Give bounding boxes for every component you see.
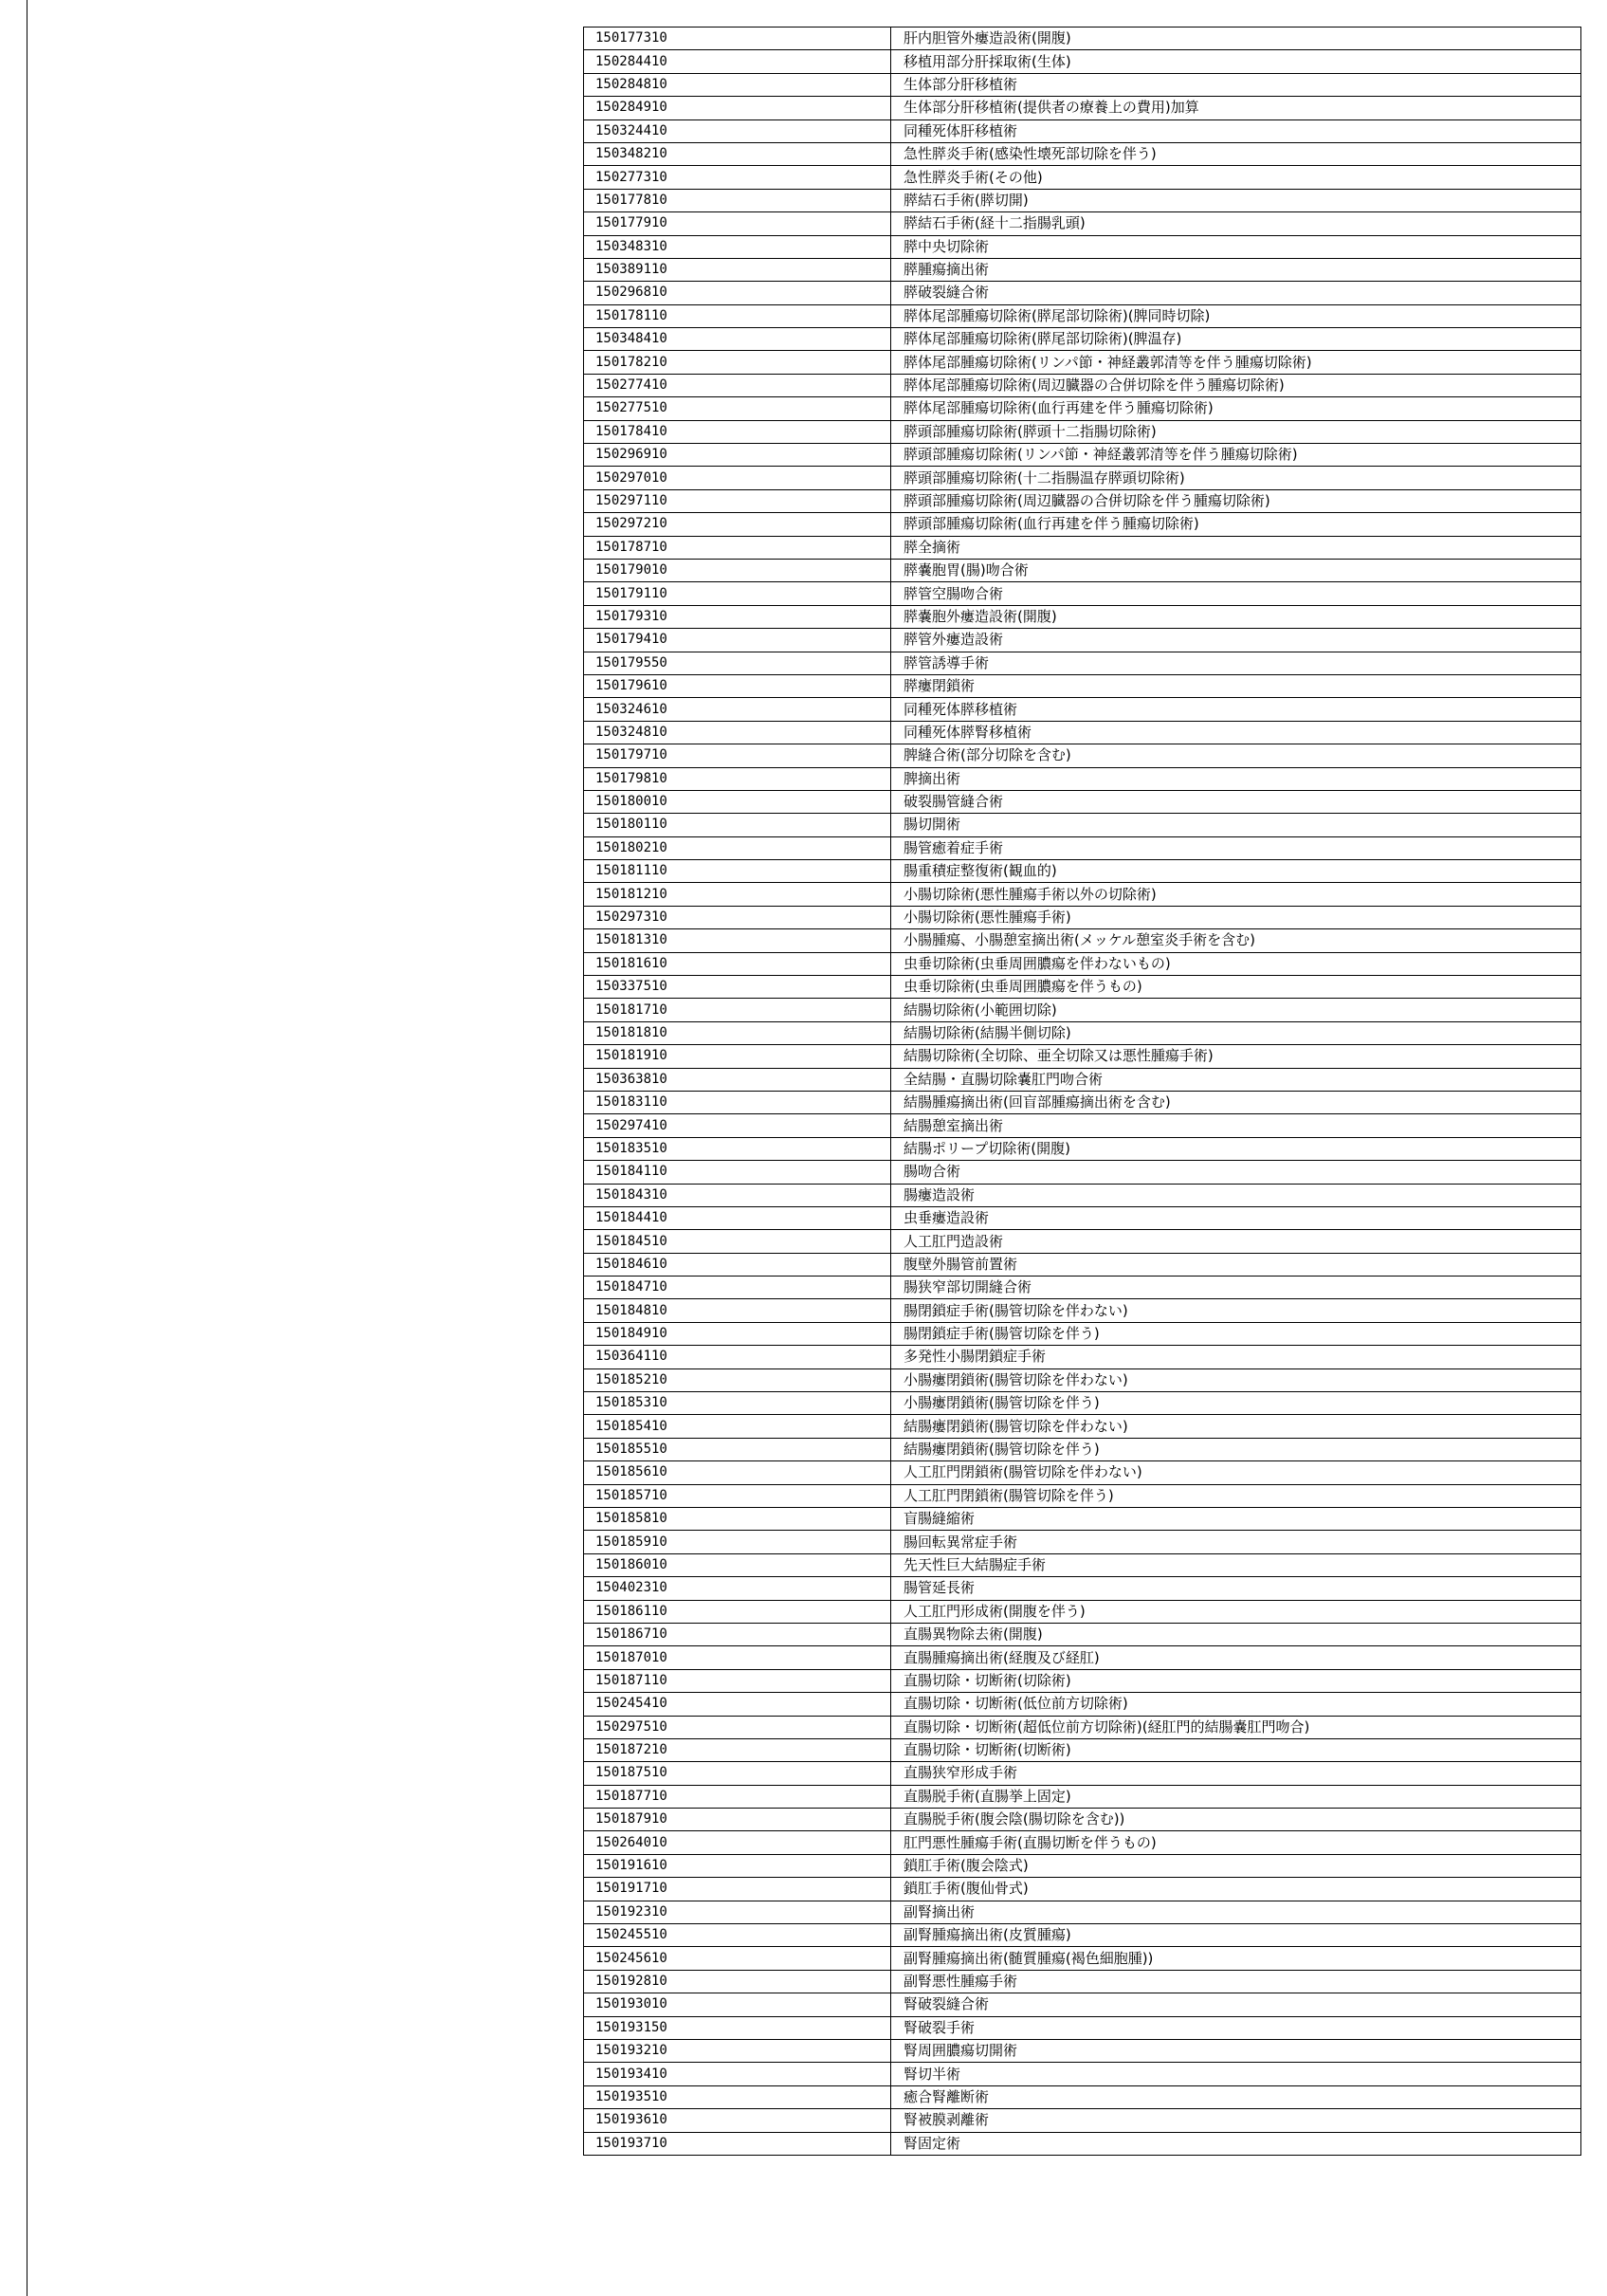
procedure-code-cell: 150179010 (584, 559, 891, 581)
procedure-code-cell: 150187910 (584, 1809, 891, 1831)
procedure-name-cell: 全結腸・直腸切除嚢肛門吻合術 (891, 1068, 1581, 1091)
table-row (584, 420, 1581, 443)
procedure-code-cell: 150178210 (584, 351, 891, 374)
procedure-code-cell: 150184710 (584, 1277, 891, 1299)
procedure-code-cell: 150187710 (584, 1785, 891, 1808)
table-row (584, 1623, 1581, 1645)
procedure-name-cell: 腸管延長術 (891, 1577, 1581, 1600)
procedure-name-cell: 同種死体肝移植術 (891, 119, 1581, 142)
procedure-code-cell: 150186710 (584, 1623, 891, 1645)
table-row (584, 1091, 1581, 1113)
table-row (584, 1415, 1581, 1438)
table-row (584, 1045, 1581, 1068)
table-row (584, 235, 1581, 258)
procedure-name-cell: 膵管誘導手術 (891, 652, 1581, 674)
procedure-name-cell: 腸閉鎖症手術(腸管切除を伴わない) (891, 1299, 1581, 1322)
procedure-name-cell: 生体部分肝移植術 (891, 73, 1581, 96)
procedure-name-cell: 腎周囲膿瘍切開術 (891, 2039, 1581, 2062)
procedure-code-cell: 150245510 (584, 1924, 891, 1947)
table-row (584, 2039, 1581, 2062)
table-row (584, 1854, 1581, 1877)
procedure-code-cell: 150324810 (584, 721, 891, 744)
table-row (584, 674, 1581, 697)
procedure-name-cell: 破裂腸管縫合術 (891, 790, 1581, 813)
procedure-code-cell: 150184910 (584, 1322, 891, 1345)
procedure-code-cell: 150185910 (584, 1531, 891, 1553)
table-row (584, 2063, 1581, 2085)
table-row (584, 605, 1581, 628)
procedure-code-cell: 150193510 (584, 2085, 891, 2108)
table-row (584, 698, 1581, 721)
table-row (584, 883, 1581, 906)
procedure-code-cell: 150184410 (584, 1206, 891, 1229)
procedure-code-cell: 150191710 (584, 1878, 891, 1901)
procedure-code-cell: 150184610 (584, 1253, 891, 1276)
procedure-name-cell: 膵管外瘻造設術 (891, 629, 1581, 652)
procedure-code-cell: 150185510 (584, 1438, 891, 1460)
table-row (584, 489, 1581, 512)
procedure-code-cell: 150183110 (584, 1091, 891, 1113)
procedure-code-cell: 150297310 (584, 906, 891, 928)
procedure-name-cell: 小腸切除術(悪性腫瘍手術) (891, 906, 1581, 928)
table-row (584, 142, 1581, 165)
procedure-code-cell: 150284910 (584, 97, 891, 119)
table-row (584, 189, 1581, 211)
procedure-name-cell: 膵頭部腫瘍切除術(周辺臓器の合併切除を伴う腫瘍切除術) (891, 489, 1581, 512)
procedure-name-cell: 膵体尾部腫瘍切除術(周辺臓器の合併切除を伴う腫瘍切除術) (891, 374, 1581, 396)
table-row (584, 1831, 1581, 1854)
table-row (584, 1924, 1581, 1947)
table-row (584, 1878, 1581, 1901)
procedure-code-cell: 150324410 (584, 119, 891, 142)
procedure-code-cell: 150297510 (584, 1716, 891, 1738)
table-row (584, 629, 1581, 652)
procedure-name-cell: 小腸切除術(悪性腫瘍手術以外の切除術) (891, 883, 1581, 906)
table-row (584, 1277, 1581, 1299)
procedure-code-cell: 150277410 (584, 374, 891, 396)
procedure-name-cell: 結腸瘻閉鎖術(腸管切除を伴う) (891, 1438, 1581, 1460)
table-row (584, 952, 1581, 975)
table-row (584, 559, 1581, 581)
procedure-code-cell: 150324610 (584, 698, 891, 721)
table-row (584, 1693, 1581, 1716)
procedure-code-cell: 150186010 (584, 1553, 891, 1576)
procedure-name-cell: 小腸瘻閉鎖術(腸管切除を伴う) (891, 1392, 1581, 1415)
procedure-name-cell: 人工肛門閉鎖術(腸管切除を伴う) (891, 1484, 1581, 1507)
table-row (584, 73, 1581, 96)
table-row (584, 1947, 1581, 1970)
procedure-name-cell: 直腸切除・切断術(切除術) (891, 1669, 1581, 1692)
procedure-code-cell: 150186110 (584, 1600, 891, 1623)
procedure-name-cell: 膵体尾部腫瘍切除術(リンパ節・神経叢郭清等を伴う腫瘍切除術) (891, 351, 1581, 374)
table-row (584, 1716, 1581, 1738)
table-row (584, 1809, 1581, 1831)
procedure-code-cell: 150187010 (584, 1646, 891, 1669)
procedure-name-cell: 腸吻合術 (891, 1161, 1581, 1184)
table-row (584, 999, 1581, 1021)
table-row (584, 1785, 1581, 1808)
table-row (584, 1161, 1581, 1184)
procedure-code-cell: 150187210 (584, 1738, 891, 1761)
table-row (584, 1438, 1581, 1460)
table-row (584, 860, 1581, 883)
procedure-name-cell: 同種死体膵腎移植術 (891, 721, 1581, 744)
procedure-code-cell: 150178410 (584, 420, 891, 443)
procedure-name-cell: 膵体尾部腫瘍切除術(膵尾部切除術)(脾温存) (891, 328, 1581, 351)
table-row (584, 2109, 1581, 2132)
procedure-name-cell: 急性膵炎手術(その他) (891, 166, 1581, 189)
procedure-name-cell: 小腸瘻閉鎖術(腸管切除を伴わない) (891, 1368, 1581, 1391)
procedure-name-cell: 人工肛門形成術(開腹を伴う) (891, 1600, 1581, 1623)
procedure-code-cell: 150179410 (584, 629, 891, 652)
table-row (584, 282, 1581, 304)
table-row (584, 1392, 1581, 1415)
procedure-name-cell: 生体部分肝移植術(提供者の療養上の費用)加算 (891, 97, 1581, 119)
procedure-name-cell: 副腎悪性腫瘍手術 (891, 1970, 1581, 1993)
table-row (584, 814, 1581, 836)
procedure-code-cell: 150184810 (584, 1299, 891, 1322)
procedure-code-cell: 150184110 (584, 1161, 891, 1184)
procedure-code-cell: 150348210 (584, 142, 891, 165)
procedure-code-cell: 150184310 (584, 1184, 891, 1206)
table-row (584, 536, 1581, 559)
table-row (584, 906, 1581, 928)
table-row (584, 790, 1581, 813)
procedure-code-cell: 150179310 (584, 605, 891, 628)
procedure-name-cell: 結腸切除術(小範囲切除) (891, 999, 1581, 1021)
procedure-name-cell: 癒合腎離断術 (891, 2085, 1581, 2108)
table-row (584, 1206, 1581, 1229)
table-row (584, 1738, 1581, 1761)
procedure-name-cell: 先天性巨大結腸症手術 (891, 1553, 1581, 1576)
procedure-name-cell: 結腸瘻閉鎖術(腸管切除を伴わない) (891, 1415, 1581, 1438)
procedure-name-cell: 直腸腫瘍摘出術(経腹及び経肛) (891, 1646, 1581, 1669)
procedure-code-cell: 150180110 (584, 814, 891, 836)
procedure-code-cell: 150179710 (584, 744, 891, 767)
procedure-name-cell: 副腎腫瘍摘出術(髄質腫瘍(褐色細胞腫)) (891, 1947, 1581, 1970)
table-row (584, 1184, 1581, 1206)
procedure-code-cell: 150297210 (584, 513, 891, 536)
table-row (584, 119, 1581, 142)
table-row (584, 1901, 1581, 1923)
table-row (584, 1577, 1581, 1600)
procedure-code-cell: 150277510 (584, 397, 891, 420)
procedure-name-cell: 腹壁外腸管前置術 (891, 1253, 1581, 1276)
table-row (584, 652, 1581, 674)
procedure-name-cell: 副腎腫瘍摘出術(皮質腫瘍) (891, 1924, 1581, 1947)
procedure-name-cell: 盲腸縫縮術 (891, 1508, 1581, 1531)
procedure-code-cell: 150193210 (584, 2039, 891, 2062)
procedure-name-cell: 直腸切除・切断術(低位前方切除術) (891, 1693, 1581, 1716)
table-row (584, 1531, 1581, 1553)
procedure-name-cell: 腎固定術 (891, 2132, 1581, 2155)
table-row (584, 1646, 1581, 1669)
procedure-name-cell: 肛門悪性腫瘍手術(直腸切断を伴うもの) (891, 1831, 1581, 1854)
table-row (584, 328, 1581, 351)
table-row (584, 212, 1581, 235)
table-row (584, 374, 1581, 396)
procedure-name-cell: 結腸腫瘍摘出術(回盲部腫瘍摘出術を含む) (891, 1091, 1581, 1113)
procedure-code-cell: 150193150 (584, 2016, 891, 2039)
procedure-code-cell: 150181610 (584, 952, 891, 975)
procedure-code-cell: 150179550 (584, 652, 891, 674)
procedure-code-cell: 150296810 (584, 282, 891, 304)
procedure-code-cell: 150180010 (584, 790, 891, 813)
procedure-name-cell: 膵嚢胞胃(腸)吻合術 (891, 559, 1581, 581)
table-row (584, 1970, 1581, 1993)
procedure-code-cell: 150179610 (584, 674, 891, 697)
procedure-name-cell: 腸管癒着症手術 (891, 836, 1581, 859)
procedure-name-cell: 同種死体膵移植術 (891, 698, 1581, 721)
table-row (584, 1461, 1581, 1484)
procedure-code-cell: 150348410 (584, 328, 891, 351)
table-row (584, 397, 1581, 420)
procedure-code-cell: 150185810 (584, 1508, 891, 1531)
procedure-code-cell: 150192310 (584, 1901, 891, 1923)
table-row (584, 1137, 1581, 1160)
procedure-name-cell: 鎖肛手術(腹仙骨式) (891, 1878, 1581, 1901)
procedure-name-cell: 膵腫瘍摘出術 (891, 258, 1581, 281)
table-row (584, 28, 1581, 50)
procedure-code-cell: 150402310 (584, 1577, 891, 1600)
table-row (584, 1368, 1581, 1391)
procedure-code-cell: 150297010 (584, 467, 891, 489)
procedure-code-cell: 150245610 (584, 1947, 891, 1970)
procedure-code-cell: 150245410 (584, 1693, 891, 1716)
table-row (584, 166, 1581, 189)
procedure-code-cell: 150181210 (584, 883, 891, 906)
procedure-name-cell: 人工肛門閉鎖術(腸管切除を伴わない) (891, 1461, 1581, 1484)
procedure-name-cell: 膵頭部腫瘍切除術(リンパ節・神経叢郭清等を伴う腫瘍切除術) (891, 444, 1581, 467)
procedure-name-cell: 小腸腫瘍、小腸憩室摘出術(メッケル憩室炎手術を含む) (891, 929, 1581, 952)
procedure-name-cell: 腸切開術 (891, 814, 1581, 836)
procedure-name-cell: 膵結石手術(膵切開) (891, 189, 1581, 211)
procedure-code-cell: 150184510 (584, 1230, 891, 1253)
procedure-code-cell: 150183510 (584, 1137, 891, 1160)
procedure-code-cell: 150284410 (584, 50, 891, 73)
procedure-code-cell: 150187510 (584, 1762, 891, 1785)
procedure-code-cell: 150193010 (584, 1993, 891, 2016)
procedure-code-cell: 150277310 (584, 166, 891, 189)
table-row (584, 1669, 1581, 1692)
procedure-name-cell: 人工肛門造設術 (891, 1230, 1581, 1253)
procedure-code-cell: 150191610 (584, 1854, 891, 1877)
procedure-code-cell: 150296910 (584, 444, 891, 467)
procedure-code-cell: 150264010 (584, 1831, 891, 1854)
procedure-name-cell: 結腸切除術(全切除、亜全切除又は悪性腫瘍手術) (891, 1045, 1581, 1068)
procedure-code-cell: 150179810 (584, 767, 891, 790)
procedure-name-cell: 直腸切除・切断術(超低位前方切除術)(経肛門的結腸嚢肛門吻合) (891, 1716, 1581, 1738)
procedure-name-cell: 移植用部分肝採取術(生体) (891, 50, 1581, 73)
procedure-code-cell: 150193410 (584, 2063, 891, 2085)
procedure-name-cell: 腎破裂手術 (891, 2016, 1581, 2039)
procedure-name-cell: 膵瘻閉鎖術 (891, 674, 1581, 697)
table-body (584, 28, 1581, 2156)
procedure-code-cell: 150192810 (584, 1970, 891, 1993)
procedure-name-cell: 肝内胆管外瘻造設術(開腹) (891, 28, 1581, 50)
procedure-name-cell: 膵体尾部腫瘍切除術(膵尾部切除術)(脾同時切除) (891, 304, 1581, 327)
table-row (584, 351, 1581, 374)
table-row (584, 1299, 1581, 1322)
table-row (584, 836, 1581, 859)
procedure-code-table (583, 27, 1581, 2156)
table-row (584, 2016, 1581, 2039)
procedure-code-cell: 150179110 (584, 582, 891, 605)
procedure-code-cell: 150180210 (584, 836, 891, 859)
table-row (584, 1508, 1581, 1531)
procedure-code-cell: 150181910 (584, 1045, 891, 1068)
table-row (584, 1600, 1581, 1623)
procedure-name-cell: 膵頭部腫瘍切除術(十二指腸温存膵頭切除術) (891, 467, 1581, 489)
procedure-name-cell: 副腎摘出術 (891, 1901, 1581, 1923)
table-row (584, 2132, 1581, 2155)
procedure-code-cell: 150187110 (584, 1669, 891, 1692)
procedure-code-cell: 150177810 (584, 189, 891, 211)
table-row (584, 97, 1581, 119)
procedure-code-cell: 150178110 (584, 304, 891, 327)
table-row (584, 976, 1581, 999)
table-row (584, 2085, 1581, 2108)
procedure-name-cell: 直腸切除・切断術(切断術) (891, 1738, 1581, 1761)
procedure-code-cell: 150337510 (584, 976, 891, 999)
table-row (584, 513, 1581, 536)
table-row (584, 1230, 1581, 1253)
procedure-code-cell: 150181110 (584, 860, 891, 883)
table-row (584, 1993, 1581, 2016)
procedure-name-cell: 虫垂切除術(虫垂周囲膿瘍を伴うもの) (891, 976, 1581, 999)
procedure-name-cell: 脾摘出術 (891, 767, 1581, 790)
table-row (584, 1114, 1581, 1137)
procedure-name-cell: 膵破裂縫合術 (891, 282, 1581, 304)
procedure-name-cell: 腎切半術 (891, 2063, 1581, 2085)
procedure-name-cell: 結腸憩室摘出術 (891, 1114, 1581, 1137)
procedure-code-cell: 150185710 (584, 1484, 891, 1507)
procedure-code-cell: 150297410 (584, 1114, 891, 1137)
table-row (584, 1484, 1581, 1507)
procedure-name-cell: 直腸脱手術(直腸挙上固定) (891, 1785, 1581, 1808)
procedure-code-cell: 150181810 (584, 1021, 891, 1044)
procedure-code-cell: 150177310 (584, 28, 891, 50)
procedure-name-cell: 腎破裂縫合術 (891, 1993, 1581, 2016)
procedure-name-cell: 結腸ポリープ切除術(開腹) (891, 1137, 1581, 1160)
procedure-code-cell: 150185210 (584, 1368, 891, 1391)
table-row (584, 767, 1581, 790)
procedure-name-cell: 膵中央切除術 (891, 235, 1581, 258)
procedure-name-cell: 膵嚢胞外瘻造設術(開腹) (891, 605, 1581, 628)
procedure-name-cell: 直腸異物除去術(開腹) (891, 1623, 1581, 1645)
table-row (584, 1068, 1581, 1091)
table-row (584, 1553, 1581, 1576)
procedure-code-cell: 150363810 (584, 1068, 891, 1091)
procedure-name-cell: 腸瘻造設術 (891, 1184, 1581, 1206)
procedure-code-cell: 150284810 (584, 73, 891, 96)
procedure-name-cell: 腸回転異常症手術 (891, 1531, 1581, 1553)
table-row (584, 1322, 1581, 1345)
table-row (584, 1762, 1581, 1785)
procedure-code-cell: 150297110 (584, 489, 891, 512)
procedure-name-cell: 結腸切除術(結腸半側切除) (891, 1021, 1581, 1044)
table-row (584, 50, 1581, 73)
table-row (584, 721, 1581, 744)
procedure-name-cell: 鎖肛手術(腹会陰式) (891, 1854, 1581, 1877)
procedure-name-cell: 膵体尾部腫瘍切除術(血行再建を伴う腫瘍切除術) (891, 397, 1581, 420)
table-row (584, 1021, 1581, 1044)
procedure-code-cell: 150177910 (584, 212, 891, 235)
procedure-name-cell: 膵頭部腫瘍切除術(血行再建を伴う腫瘍切除術) (891, 513, 1581, 536)
procedure-name-cell: 多発性小腸閉鎖症手術 (891, 1346, 1581, 1368)
procedure-name-cell: 膵管空腸吻合術 (891, 582, 1581, 605)
procedure-name-cell: 膵頭部腫瘍切除術(膵頭十二指腸切除術) (891, 420, 1581, 443)
procedure-name-cell: 膵全摘術 (891, 536, 1581, 559)
table-row (584, 929, 1581, 952)
procedure-name-cell: 直腸狭窄形成手術 (891, 1762, 1581, 1785)
procedure-name-cell: 膵結石手術(経十二指腸乳頭) (891, 212, 1581, 235)
table-row (584, 304, 1581, 327)
procedure-code-cell: 150364110 (584, 1346, 891, 1368)
procedure-code-cell: 150185610 (584, 1461, 891, 1484)
procedure-name-cell: 虫垂切除術(虫垂周囲膿瘍を伴わないもの) (891, 952, 1581, 975)
procedure-name-cell: 脾縫合術(部分切除を含む) (891, 744, 1581, 767)
procedure-name-cell: 腸重積症整復術(観血的) (891, 860, 1581, 883)
procedure-name-cell: 腸閉鎖症手術(腸管切除を伴う) (891, 1322, 1581, 1345)
procedure-code-cell: 150185310 (584, 1392, 891, 1415)
table-row (584, 1253, 1581, 1276)
procedure-code-cell: 150181710 (584, 999, 891, 1021)
table-row (584, 744, 1581, 767)
procedure-name-cell: 腎被膜剥離術 (891, 2109, 1581, 2132)
table-row (584, 582, 1581, 605)
procedure-code-cell: 150181310 (584, 929, 891, 952)
procedure-code-cell: 150193710 (584, 2132, 891, 2155)
procedure-code-cell: 150185410 (584, 1415, 891, 1438)
table-row (584, 1346, 1581, 1368)
table-row (584, 444, 1581, 467)
procedure-code-cell: 150193610 (584, 2109, 891, 2132)
procedure-name-cell: 虫垂瘻造設術 (891, 1206, 1581, 1229)
procedure-name-cell: 腸狭窄部切開縫合術 (891, 1277, 1581, 1299)
procedure-code-cell: 150348310 (584, 235, 891, 258)
procedure-code-cell: 150389110 (584, 258, 891, 281)
procedure-code-cell: 150178710 (584, 536, 891, 559)
procedure-name-cell: 直腸脱手術(腹会陰(腸切除を含む)) (891, 1809, 1581, 1831)
procedure-name-cell: 急性膵炎手術(感染性壊死部切除を伴う) (891, 142, 1581, 165)
table-row (584, 467, 1581, 489)
table-row (584, 258, 1581, 281)
